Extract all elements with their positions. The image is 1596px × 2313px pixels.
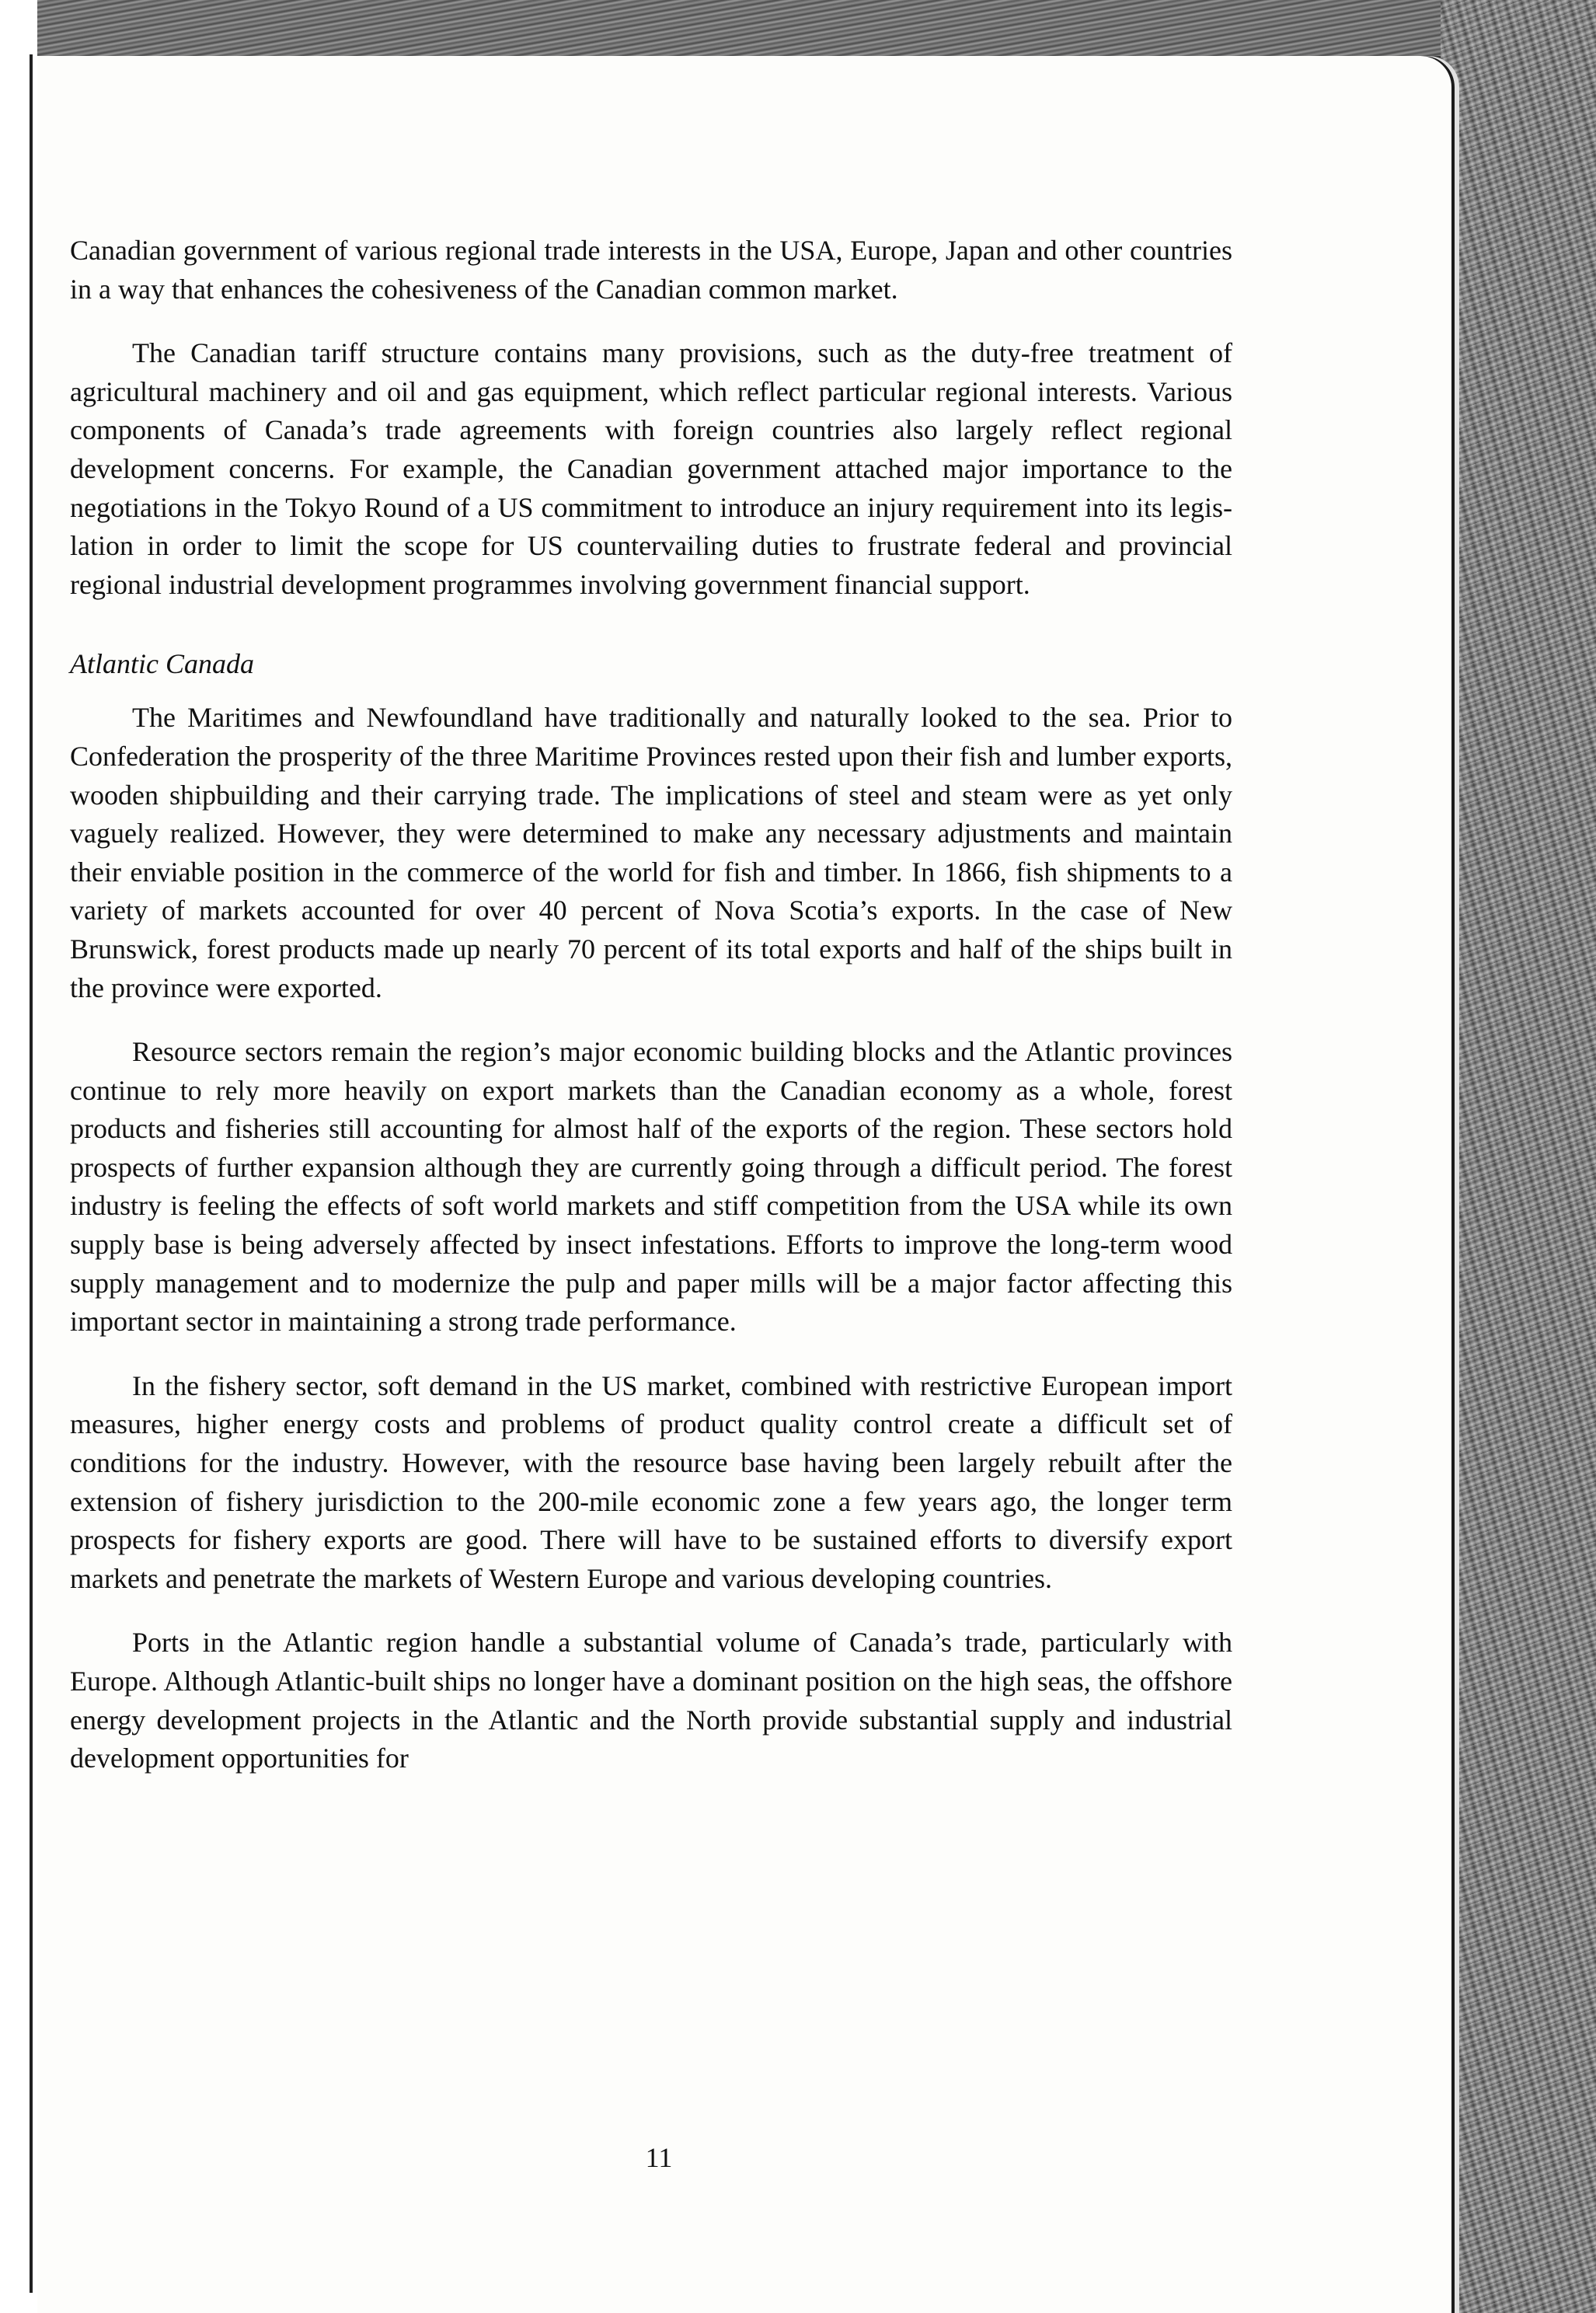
paragraph-ports: Ports in the Atlantic region handle a substantial volume of Canada’s trade, particularly with Europe. Although Atlantic-built ships no longer have a dominant position on the high seas, the offshore energy development projects in the Atlantic and the North provide substantial supply and industrial development opportunities for [70, 1627, 1232, 1774]
scan-right-edge [1441, 0, 1596, 2313]
page-number: 11 [645, 2142, 673, 2173]
paragraph-continued: Canadian government of various regional trade interests in the USA, Europe, Japan and other countries in a way that enhances the cohesiveness of the Canadian common market. [70, 235, 1232, 305]
binding-line [30, 54, 33, 2293]
paragraph-resource-sectors: Resource sectors remain the region’s major economic building blocks and the Atlantic provinces continue to rely more heavily on export markets than the Canadian economy as a whole, forest products and fisheries still accounting for almost half of the exports of the region. These sectors hold prospects of further expansion although they are currently going through a difficult period. The forest industry is feeling the effects of soft world markets and stiff competition from the USA while its own supply base is being adversely affected by insect infestations. Efforts to improve the long-term wood supply management and to modernize the pulp and paper mills will be a major factor affecting this important sector in maintaining a strong trade performance. [70, 1036, 1232, 1338]
body-text [70, 232, 1232, 1778]
paragraph-maritimes: The Maritimes and Newfoundland have traditionally and naturally looked to the sea. Prior to Confederation the prosperity of the three Maritime Provinces rested upon their fish and lumber exports, wooden shipbuilding and their carrying trade. The implications of steel and steam were as yet only vaguely realized. However, they were determined to make any necessary adjustments and maintain their enviable position in the commerce of the world for fish and timber. In 1866, fish shipments to a variety of markets accounted for over 40 percent of Nova Scotia’s exports. In the case of New Brunswick, forest products made up nearly 70 percent of its total exports and half of the ships built in the province were exported. [70, 702, 1232, 1003]
paragraph-fishery-sector: In the fishery sector, soft demand in the US market, combined with restrictive European import measures, higher energy costs and problems of product quality control create a difficult set of conditions for the industry. However, with the resource base having been largely rebuilt after the extension of fishery jurisdiction to the 200-mile economic zone a few years ago, the longer term prospects for fishery exports are good. There will have to be sustained efforts to diversify export markets and penetrate the markets of Western Europe and various developing countries. [70, 1369, 1232, 1594]
section-heading: Atlantic Canada [70, 648, 254, 680]
scan-top-edge [0, 0, 1596, 56]
document-page [37, 56, 1451, 2313]
paragraph-tariff-structure: The Canadian tariff structure contains many provisions, such as the duty-free treatment of agricultural machinery and oil and gas equipment, which reflect particular regional interests. Various components of Canada’s trade agreements with foreign countries also largely reflect regional development concerns. For example, the Canadian government attached major importance to the negotiations in the Tokyo Round of a US commitment to introduce an injury requirement into its legislation in order to limit the scope for US countervailing duties to frustrate federal and provincial regional industrial development programmes involving government financial support. [70, 337, 1232, 600]
